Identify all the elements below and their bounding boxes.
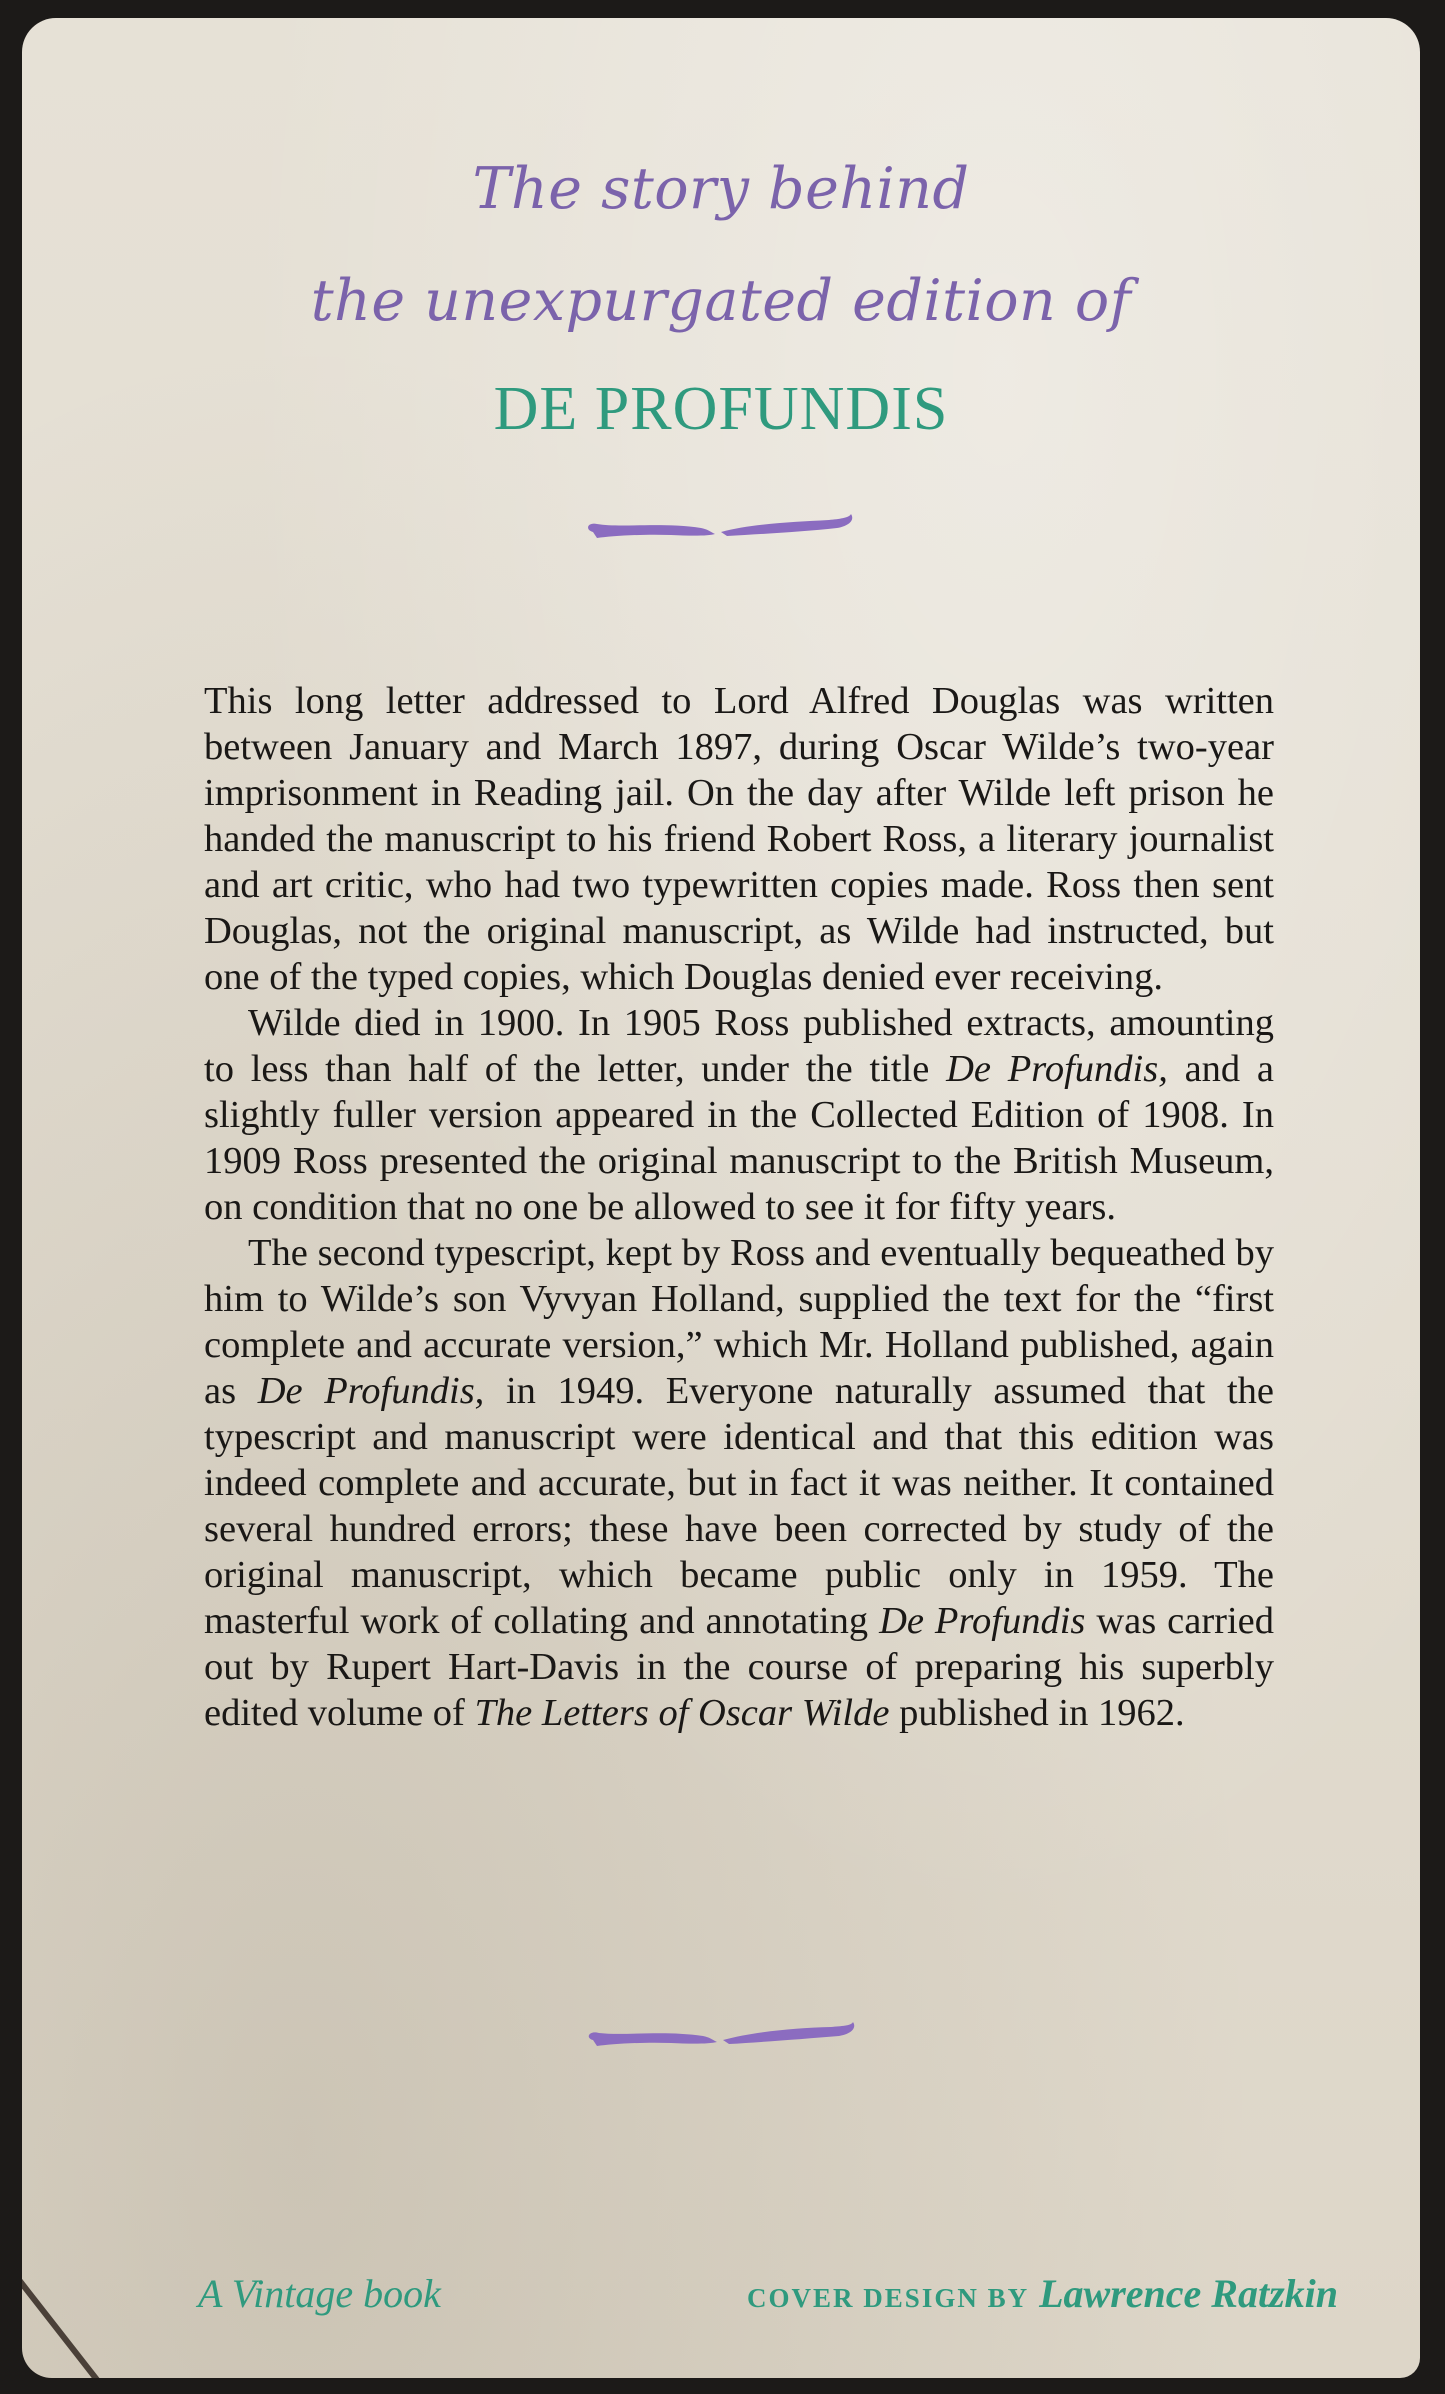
paragraph-3-text-e: was carried out by Rupert Hart-Davis in the course of preparing his superbly edited volume of <box>204 1600 1275 1734</box>
cover-design-label: COVER DESIGN BY <box>747 2283 1030 2313</box>
paragraph-3-title-italic-3: The Letters of Oscar Wilde <box>474 1692 890 1734</box>
description-text <box>204 678 1274 1736</box>
book-title: DE PROFUNDIS <box>493 375 949 443</box>
paragraph-2-title-italic: De Profundis, <box>946 1048 1168 1090</box>
paragraph-3-text-c: in 1949. Everyone naturally assumed that the typescript and manuscript were identical and that this edition was indeed complete and accurate, but in fact it was neither. It contained several hundred errors; these have been corrected by study of the original manuscript, which became public only in 1959. The masterful work of collating and annotating <box>204 1370 1275 1642</box>
publisher-imprint: A Vintage book <box>198 2271 441 2316</box>
paragraph-1: This long letter addressed to Lord Alfred Douglas was written between January and March 1897, during Oscar Wilde’s two-year imprisonment in Reading jail. On the day after Wilde left prison he handed the manuscript to his friend Robert Ross, a literary journalist and art critic, who had two typewritten copies made. Ross then sent Douglas, not the original manuscript, as Wilde had instructed, but one of the typed copies, which Douglas denied ever receiving. <box>204 680 1274 998</box>
paragraph-3-title-italic-2: De Profundis <box>879 1600 1086 1642</box>
paragraph-3-title-italic-1: De Profundis, <box>257 1370 485 1412</box>
paragraph-3-text-a: The second typescript, kept by Ross and eventually bequeathed by him to Wilde’s son Vyvyan Holland, supplied the text for the “first complete and accurate version,” which Mr. Holland published, again as <box>204 1232 1274 1412</box>
corner-crease <box>22 2269 113 2378</box>
paragraph-2 <box>204 1000 1274 1230</box>
paragraph-2-text-a: Wilde died in 1900. In 1905 Ross published extracts, amounting to less than half of the letter, under the title <box>204 1002 1274 1090</box>
heading-line-2: the unexpurgated edition of <box>310 268 1132 334</box>
flourish-ornament-icon <box>581 510 861 550</box>
flourish-ornament-icon <box>581 2016 861 2056</box>
paragraph-2-text-c: and a slightly fuller version appeared in the Collected Edition of 1908. In 1909 Ross presented the original manuscript to the British Museum, on condition that no one be allowed to see it for fifty years. <box>204 1048 1274 1228</box>
paragraph-3-text-g: published in 1962. <box>889 1692 1185 1734</box>
cover-design-credit <box>747 2270 1338 2317</box>
book-back-cover <box>22 18 1420 2378</box>
paragraph-3 <box>204 1230 1274 1736</box>
designer-name: Lawrence Ratzkin <box>1039 2271 1338 2316</box>
heading-line-1: The story behind <box>472 156 970 222</box>
